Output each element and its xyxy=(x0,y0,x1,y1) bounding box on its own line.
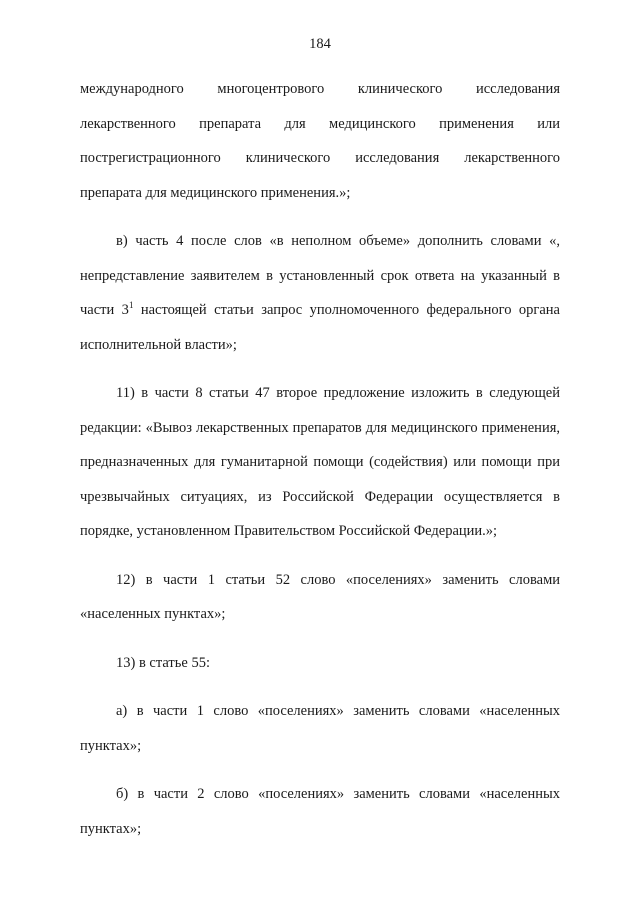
document-body xyxy=(80,72,560,860)
paragraph-item-a: а) в части 1 слово «поселениях» заменить словами «населенных пунктах»; xyxy=(80,703,560,754)
superscript-mark: 1 xyxy=(128,300,134,310)
paragraph-item-13: 13) в статье 55: xyxy=(116,654,210,671)
paragraph-item-v-text-end: настоящей статьи запрос уполномоченного федерального органа исполнительной власти»; xyxy=(80,302,560,353)
paragraph-continuation: международного многоцентрового клинического исследования лекарственного препарата для медицинского применения или пострегистрационного клинического исследования лекарственного препарата для медицинского применения.»; xyxy=(80,81,560,201)
page-number: 184 xyxy=(309,36,331,52)
paragraph-item-11: 11) в части 8 статьи 47 второе предложение изложить в следующей редакции: «Вывоз лекарственных препаратов для медицинского применения, предназначенных для гуманитарной помощи (содействия) или помощи при чрезвычайных ситуациях, из Российской Федерации осуществляется в порядке, установленном Правительством Российской Федерации.»; xyxy=(80,385,560,539)
paragraph-item-12: 12) в части 1 статьи 52 слово «поселениях» заменить словами «населенных пунктах»; xyxy=(80,571,560,622)
paragraph-item-b: б) в части 2 слово «поселениях» заменить словами «населенных пунктах»; xyxy=(80,786,560,837)
paragraph-item-v xyxy=(80,224,560,362)
paragraph-item-v-text-start: в) часть 4 после слов «в неполном объеме» дополнить словами «, непредставление заявителем в установленный срок ответа на указанный в части 3 xyxy=(80,233,560,318)
